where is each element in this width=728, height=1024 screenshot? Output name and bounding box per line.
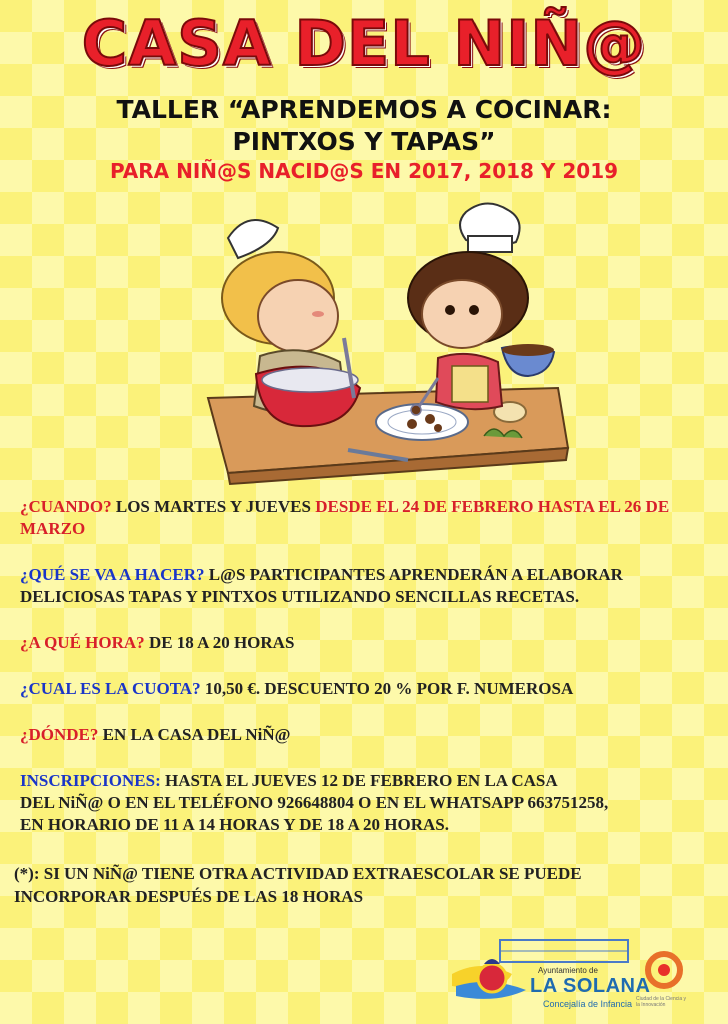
signup-label: INSCRIPCIONES:	[20, 771, 161, 790]
event-info	[20, 496, 710, 836]
footnote-line2: INCORPORAR DESPUÉS DE LAS 18 HORAS	[14, 887, 364, 906]
time-section	[20, 632, 710, 654]
audience-subtitle: PARA NIÑ@S NACID@S EN 2017, 2018 Y 2019	[109, 159, 619, 183]
when-answer-dates: DESDE EL 24 DE FEBRERO HASTA EL 26 DE MARZO	[20, 497, 670, 538]
footnote-line1: (*): SI UN NiÑ@ TIENE OTRA ACTIVIDAD EXTRAESCOLAR SE PUEDE	[14, 864, 582, 883]
partner-caption: Ciudad de la Ciencia y la Innovación	[636, 996, 687, 1008]
org-department: Concejalía de Infancia	[543, 999, 633, 1009]
signup-line3: EN HORARIO DE 11 A 14 HORAS Y DE 18 A 20 HORAS.	[20, 815, 450, 834]
where-section	[20, 724, 710, 746]
signup-line1: HASTA EL JUEVES 12 DE FEBRERO EN LA CASA	[160, 771, 558, 790]
workshop-title-line1: TALLER “APRENDEMOS A COCINAR:	[116, 95, 612, 124]
when-answer-days: LOS MARTES Y JUEVES	[111, 497, 316, 516]
where-question: ¿DÓNDE?	[20, 725, 99, 744]
org-line1: Ayuntamiento de	[538, 966, 598, 975]
kids-cooking-illustration	[168, 198, 578, 486]
footnote	[14, 862, 718, 908]
what-section	[20, 564, 710, 608]
signup-section	[20, 770, 710, 836]
what-answer: L@S PARTICIPANTES APRENDERÁN A ELABORAR DELICIOSAS TAPAS Y PINTXOS UTILIZANDO SENCILLAS RECETAS.	[20, 565, 623, 606]
page-title: CASA DEL NIÑ@	[81, 7, 647, 80]
fee-section	[20, 678, 710, 700]
fee-question: ¿CUAL ES LA CUOTA?	[20, 679, 201, 698]
fee-answer: 10,50 €. DESCUENTO 20 % POR F. NUMEROSA	[200, 679, 574, 698]
workshop-title	[0, 94, 728, 158]
signup-line2: DEL NiÑ@ O EN EL TELÉFONO 926648804 O EN EL WHATSAPP 663751258,	[20, 793, 609, 812]
time-question: ¿A QUÉ HORA?	[20, 633, 145, 652]
when-question: ¿CUANDO?	[20, 497, 112, 516]
time-answer: DE 18 A 20 HORAS	[144, 633, 295, 652]
when-section	[20, 496, 710, 540]
workshop-title-line2: PINTXOS Y TAPAS”	[232, 127, 496, 156]
what-question: ¿QUÉ SE VA A HACER?	[20, 565, 205, 584]
where-answer: EN LA CASA DEL NiÑ@	[98, 725, 291, 744]
org-name: LA SOLANA	[530, 975, 651, 997]
